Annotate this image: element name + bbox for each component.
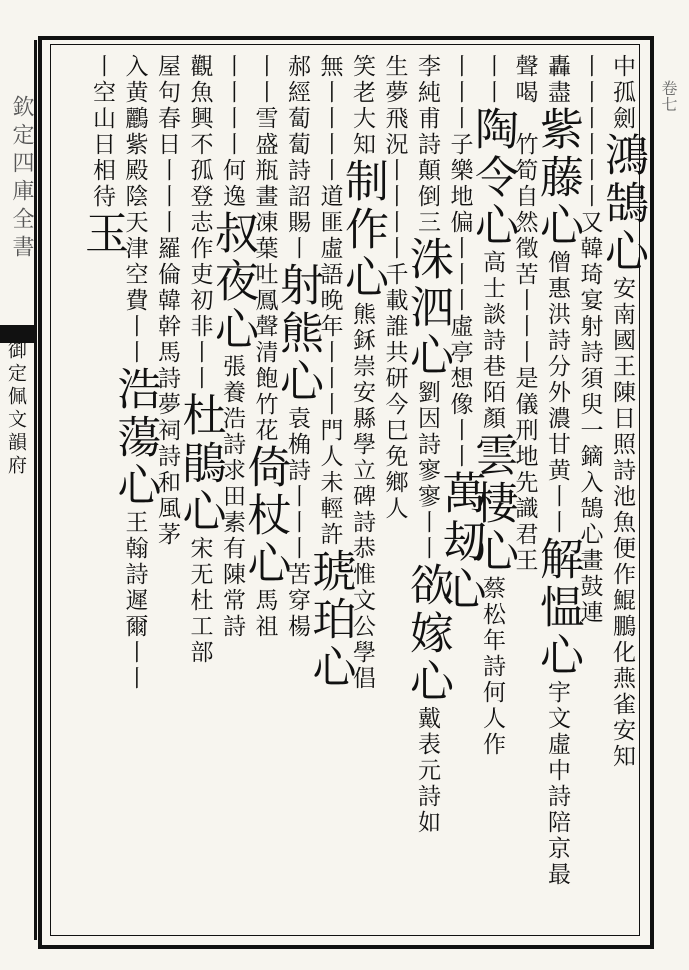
headword: 浩蕩心 — [109, 366, 161, 510]
citation-text: 屋句春日丨丨丨羅倫韓幹馬詩夢 — [154, 54, 180, 418]
citation-text: 登志作吏初非丨丨 — [186, 184, 213, 392]
citation-text: 李純甫詩顛倒三 — [414, 54, 440, 236]
citation-text: 虛亭想像丨丨 — [446, 314, 473, 470]
citation-text: 宇文虛中詩陪京最 — [544, 680, 570, 888]
headword: 陶令心 — [467, 106, 518, 250]
citation-text: 丨丨 — [479, 54, 505, 106]
citation-text: 宋无杜工部 — [186, 536, 213, 666]
headword: 欲嫁心 — [402, 562, 453, 706]
headword: 倚杖心 — [239, 444, 291, 588]
citation-text: 竹筍自然徵苦丨丨丨 — [511, 106, 538, 366]
headword: 叔夜心 — [207, 210, 258, 354]
citation-text: 丨丨丨丨何逸 — [219, 54, 245, 210]
headword: 杜鵑心 — [174, 392, 226, 536]
page-number: 卷七 — [659, 80, 678, 112]
headword: 琥珀心 — [304, 548, 356, 692]
citation-text: 聲喝 — [511, 54, 538, 106]
citation-text: 生夢飛況丨丨丨丨千載誰共研 — [381, 54, 408, 392]
citation-text: 轟盡 — [544, 54, 570, 106]
citation-text: 祠詩和風茅 — [154, 418, 180, 548]
faded-header-text: 欽定四庫全書 — [9, 95, 34, 263]
headword: 萬刼心 — [434, 470, 486, 614]
citation-text: 葉吐鳳聲清飽竹花 — [251, 236, 278, 444]
citation-text: 道匪虛語晚年丨丨丨門人未輕許 — [316, 184, 343, 548]
headword: 解愠心 — [532, 536, 583, 680]
citation-text: 劉因詩寥寥丨丨 — [414, 380, 440, 562]
citation-text: 子樂地偏丨丨丨 — [446, 132, 473, 314]
citation-text: 常詩 — [219, 588, 245, 640]
headword: 玉 — [77, 210, 128, 258]
headword: 射熊心 — [272, 262, 323, 406]
citation-text: 無丨丨丨丨 — [316, 54, 343, 184]
headword: 鴻鵠心 — [597, 132, 648, 276]
citation-text: 高士談詩巷陌顏 — [479, 250, 505, 432]
book-title: 御定佩文韻府 — [5, 340, 27, 478]
citation-text: 蔡松年詩何人作 — [479, 576, 505, 758]
headword: 雲棲心 — [467, 432, 518, 576]
citation-text: 王翰詩遲爾丨丨 — [121, 510, 148, 692]
citation-text: 入黄鸝紫殿陰天津空費丨丨 — [121, 54, 148, 366]
citation-text: 今巳免鄉人 — [381, 392, 408, 522]
citation-text: 中孤劍 — [609, 54, 635, 132]
citation-text: 丨丨丨 — [446, 54, 473, 132]
text-column — [77, 54, 128, 924]
headword: 洙泗心 — [402, 236, 453, 380]
citation-text: 張養浩詩求田素有陳 — [219, 354, 245, 588]
citation-text: 丨丨雪盛瓶畫凍 — [251, 54, 278, 236]
headword: 制作心 — [337, 158, 388, 302]
citation-text: 笑老大知 — [349, 54, 375, 158]
page-spine — [0, 40, 37, 940]
citation-text: 袁桷詩丨丨丨苦穿楊 — [284, 406, 310, 640]
citation-text: 馬祖 — [251, 588, 278, 640]
citation-text: 郝經蔔蔔詩詔賜丨 — [284, 54, 310, 262]
citation-text: 丨丨丨丨丨丨又韓琦宴射詩須臾一鏑入鵠心畫鼓連 — [576, 54, 603, 626]
citation-text: 觀魚興不孤 — [186, 54, 213, 184]
citation-text: 僧惠洪詩分外濃甘黄丨丨 — [544, 250, 570, 536]
citation-text: 戴表元詩如 — [414, 706, 440, 836]
headword: 紫藤心 — [532, 106, 583, 250]
citation-text: 是儀刑地先識君王 — [511, 366, 538, 574]
citation-text: 安南國王陳日照詩池魚便作鯤鵬化燕雀安知 — [609, 276, 635, 770]
citation-text: 熊鉌崇安縣學立碑詩恭惟文公學倡 — [349, 302, 375, 692]
citation-text: 丨空山日相待 — [89, 54, 115, 210]
